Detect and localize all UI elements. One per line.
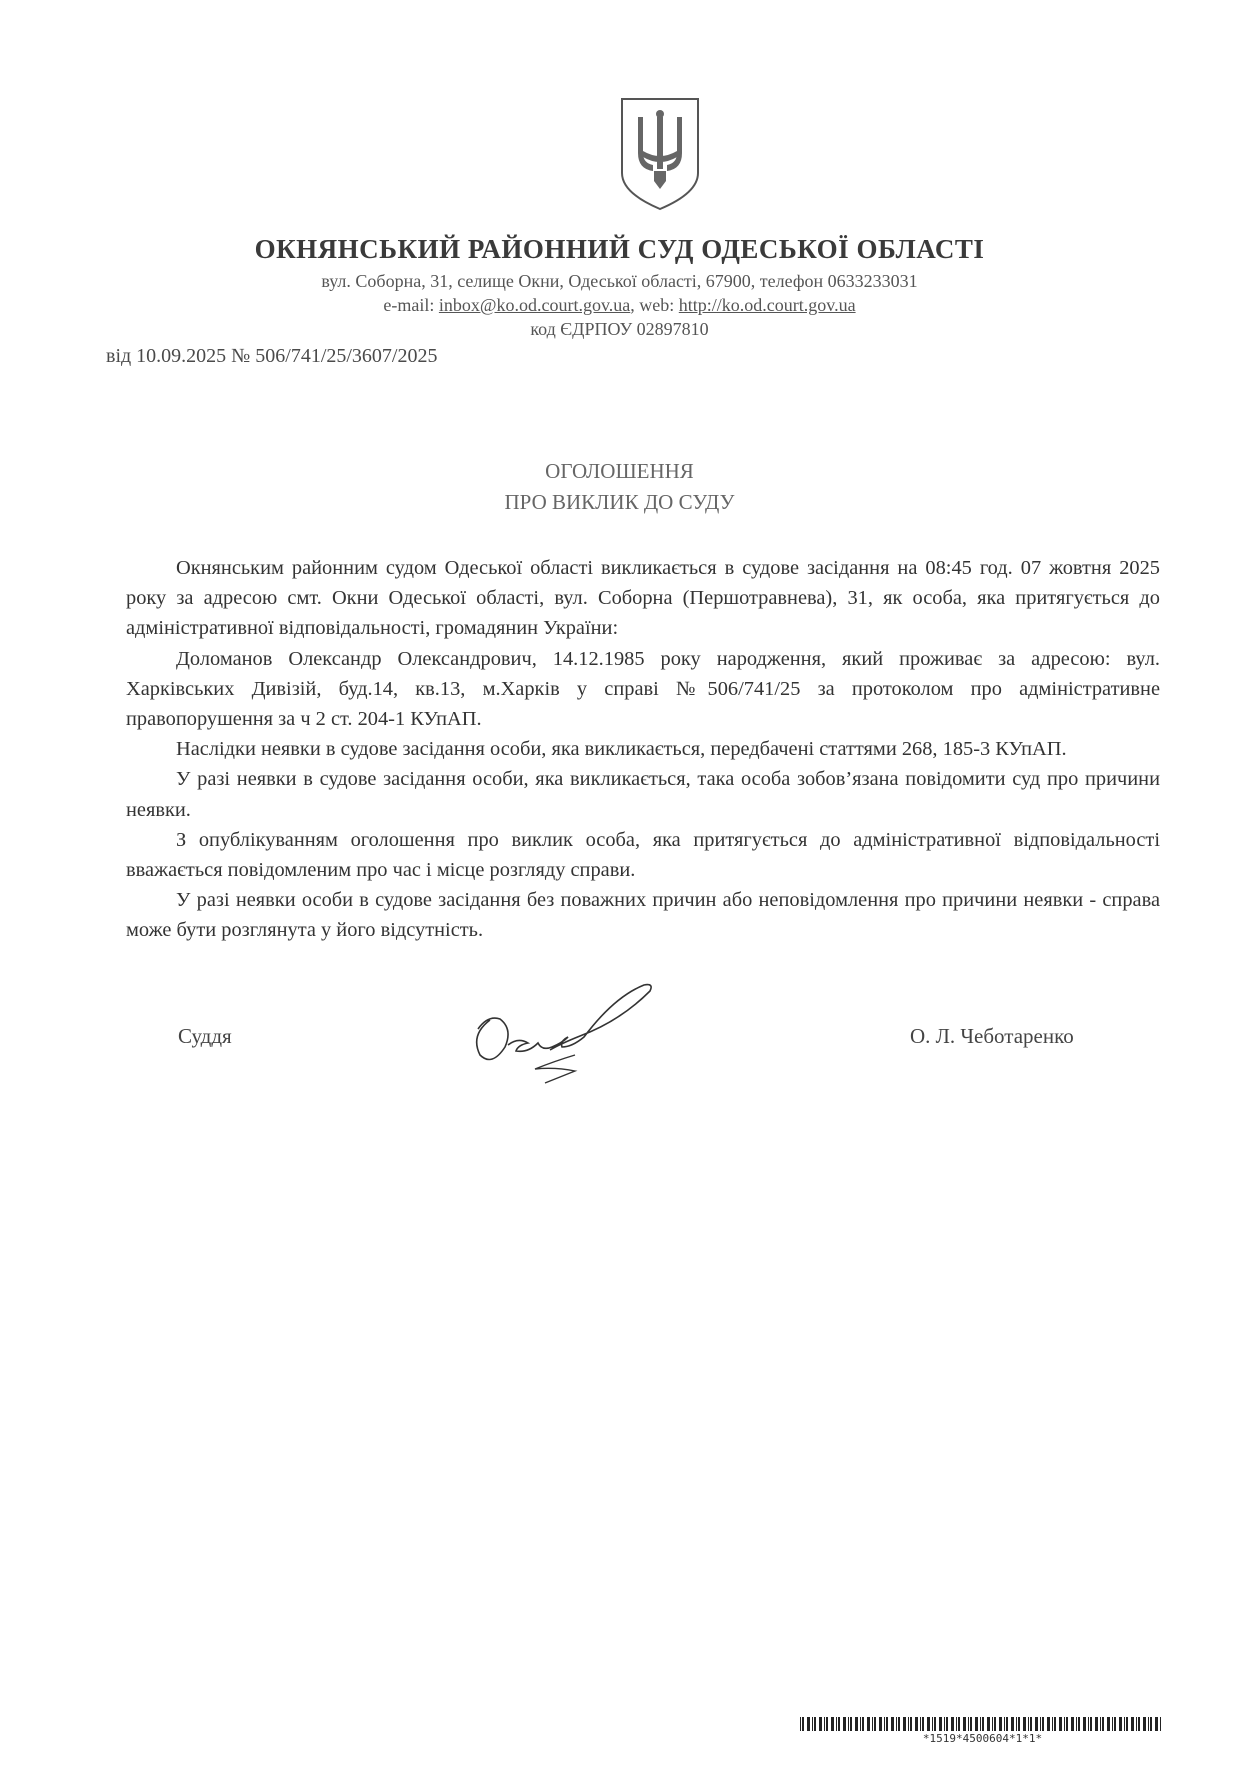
web-link[interactable]: http://ko.od.court.gov.ua — [678, 295, 856, 315]
barcode-text: *1519*4500604*1*1* — [922, 1732, 1043, 1745]
paragraph: Наслідки неявки в судове засідання особи, яка викликається, передбачені статтями 268, 185-3 КУпАП. — [176, 738, 1067, 761]
handwritten-signature — [450, 975, 670, 1090]
document-title: ОГОЛОШЕННЯ — [545, 459, 694, 483]
paragraph: З опублікуванням оголошення про виклик особа, яка притягується до адміністративної відповідальності вважається повідомленим про час і місце розгляду справи. — [126, 828, 1160, 882]
judge-label: Суддя — [178, 1024, 232, 1048]
coat-of-arms-icon — [618, 95, 702, 213]
court-name: ОКНЯНСЬКИЙ РАЙОННИЙ СУД ОДЕСЬКОЇ ОБЛАСТІ — [254, 234, 985, 264]
web-label: , web: — [630, 295, 679, 315]
court-address: вул. Соборна, 31, селище Окни, Одеської області, 67900, телефон 0633233031 — [321, 271, 918, 291]
judge-name: О. Л. Чеботаренко — [910, 1024, 1074, 1048]
court-contacts — [0, 295, 1239, 316]
edrpou-code: код ЄДРПОУ 02897810 — [530, 319, 709, 339]
document-body — [126, 553, 1160, 946]
barcode — [800, 1717, 1165, 1731]
document-reference: від 10.09.2025 № 506/741/25/3607/2025 — [106, 345, 438, 367]
paragraph: У разі неявки особи в судове засідання без поважних причин або неповідомлення про причини неявки - справа може бути розглянута у його відсутність. — [126, 889, 1160, 942]
document-subtitle: ПРО ВИКЛИК ДО СУДУ — [504, 490, 735, 514]
paragraph: У разі неявки в судове засідання особи, яка викликається, така особа зобов’язана повідомити суд про причини неявки. — [126, 768, 1160, 821]
email-link[interactable]: inbox@ko.od.court.gov.ua — [438, 295, 631, 315]
paragraph: Доломанов Олександр Олександрович, 14.12.1985 року народження, який проживає за адресою: вул. Харківських Дивізій, буд.14, кв.13, м.Харків у справі №506/741/25 за протоколом про адміністративне правопорушення за ч 2 ст. 204-1 КУпАП. — [126, 647, 1160, 731]
email-label: e-mail: — [383, 295, 439, 315]
paragraph: Окнянським районним судом Одеської області викликається в судове засідання на 08:45 год. 07 жовтня 2025 року за адресою смт. Окни Одеської області, вул. Соборна (Першотравнева), 31, як особа, яка притягується до адміністративної відповідальності, громадянин України: — [126, 557, 1160, 640]
